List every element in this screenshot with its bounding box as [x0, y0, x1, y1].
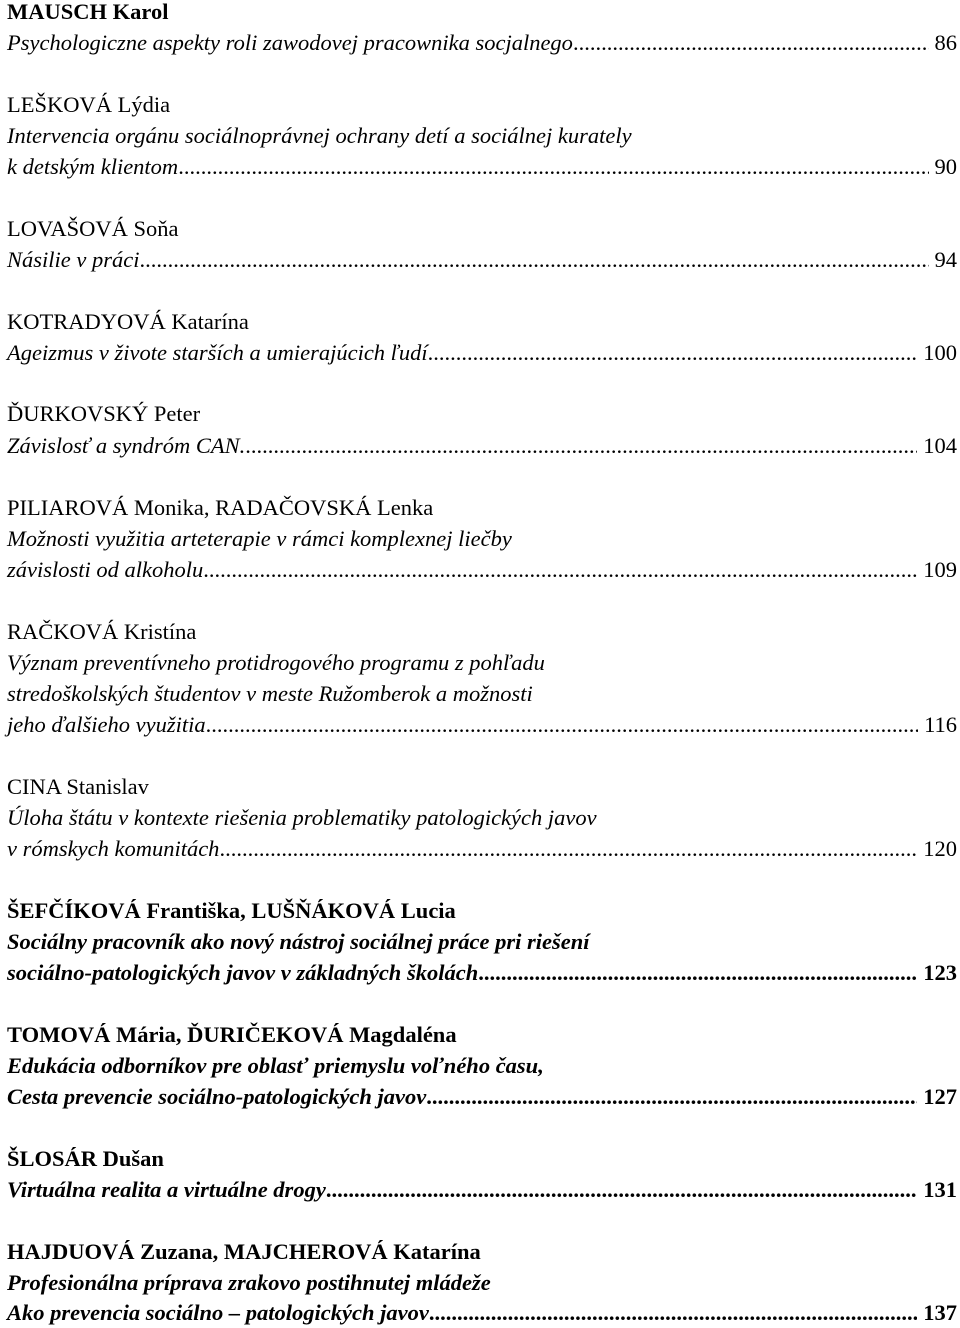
toc-entry-line[interactable]	[7, 151, 957, 182]
toc-leader-dots	[426, 1081, 917, 1112]
toc-page-number: 104	[923, 433, 957, 458]
toc-title: Virtuálna realita a virtuálne drogy	[7, 1177, 326, 1202]
toc-page-number: 137	[923, 1300, 957, 1325]
toc-entry-line[interactable]	[7, 1081, 957, 1112]
toc-title: Závislosť a syndróm CAN.	[7, 433, 246, 458]
toc-entry-line[interactable]	[7, 1297, 957, 1328]
toc-page-number: 120	[923, 836, 957, 861]
toc-title: Profesionálna príprava zrakovo postihnutej mládeže	[7, 1270, 491, 1295]
toc-title: Cesta prevencie sociálno-patologických javov	[7, 1084, 427, 1109]
toc-entry-line[interactable]	[7, 430, 957, 461]
toc-page-number: 100	[923, 340, 957, 365]
toc-leader-dots	[326, 1174, 917, 1205]
toc-leader-dots	[203, 554, 917, 585]
toc-page-number: 123	[923, 960, 957, 985]
toc-entry-line[interactable]	[7, 244, 957, 275]
toc-author: TOMOVÁ Mária, ĎURIČEKOVÁ Magdaléna	[7, 1022, 457, 1047]
toc-entry-line[interactable]	[7, 833, 957, 864]
toc-author: MAUSCH Karol	[7, 0, 169, 24]
toc-author: HAJDUOVÁ Zuzana, MAJCHEROVÁ Katarína	[7, 1239, 481, 1264]
toc-page-number: 109	[923, 557, 957, 582]
toc-leader-dots	[573, 27, 929, 58]
toc-title: Možnosti využitia arteterapie v rámci komplexnej liečby	[7, 526, 512, 551]
toc-author: KOTRADYOVÁ Katarína	[7, 309, 249, 334]
toc-entry-line[interactable]	[7, 957, 957, 988]
toc-leader-dots	[206, 709, 918, 740]
toc-entry-line[interactable]	[7, 337, 957, 368]
toc-page-number: 127	[923, 1084, 957, 1109]
toc-leader-dots	[219, 833, 917, 864]
toc-page-number: 131	[923, 1177, 957, 1202]
toc-title: v rómskych komunitách	[7, 836, 220, 861]
toc-leader-dots	[428, 337, 918, 368]
toc-author: PILIAROVÁ Monika, RADAČOVSKÁ Lenka	[7, 495, 434, 520]
toc-title: Edukácia odborníkov pre oblasť priemyslu voľného času,	[7, 1053, 544, 1078]
toc-entry-line[interactable]	[7, 1174, 957, 1205]
toc-author: LOVAŠOVÁ Soňa	[7, 216, 179, 241]
toc-title: závislosti od alkoholu	[7, 557, 204, 582]
toc-title: k detským klientom	[7, 154, 179, 179]
toc-leader-dots	[178, 151, 928, 182]
toc-author: ŠLOSÁR Dušan	[7, 1146, 164, 1171]
toc-entry-line[interactable]	[7, 27, 957, 58]
toc-title: Psychologiczne aspekty roli zawodovej pracownika socjalnego	[7, 30, 573, 55]
toc-page-number: 94	[934, 247, 957, 272]
toc-title: Sociálny pracovník ako nový nástroj sociálnej práce pri riešení	[7, 929, 590, 954]
toc-author: RAČKOVÁ Kristína	[7, 619, 197, 644]
toc-entry-line[interactable]	[7, 709, 957, 740]
toc-page-number: 86	[934, 30, 957, 55]
toc-leader-dots	[245, 430, 917, 461]
toc-author: ĎURKOVSKÝ Peter	[7, 401, 201, 426]
toc-title: sociálno-patologických javov v základných školách	[7, 960, 479, 985]
toc-title: Ageizmus v živote starších a umierajúcich ľudí	[7, 340, 428, 365]
toc-title: Ako prevencia sociálno – patologických javov	[7, 1300, 429, 1325]
toc-author: LEŠKOVÁ Lýdia	[7, 92, 171, 117]
toc-author: ŠEFČÍKOVÁ Františka, LUŠŇÁKOVÁ Lucia	[7, 898, 456, 923]
toc-author: CINA Stanislav	[7, 774, 149, 799]
toc-title: Úloha štátu v kontexte riešenia problematiky patologických javov	[7, 805, 597, 830]
toc-title: Význam preventívneho protidrogového programu z pohľadu	[7, 650, 545, 675]
toc-title: Násilie v práci	[7, 247, 140, 272]
toc-page-number: 90	[934, 154, 957, 179]
toc-entry-line[interactable]	[7, 554, 957, 585]
toc-leader-dots	[478, 957, 917, 988]
toc-leader-dots	[139, 244, 928, 275]
toc-page-number: 116	[924, 712, 957, 737]
toc-title: Intervencia orgánu sociálnoprávnej ochrany detí a sociálnej kurately	[7, 123, 632, 148]
toc-leader-dots	[429, 1297, 917, 1328]
toc-title: jeho ďalšieho využitia	[7, 712, 206, 737]
toc-title: stredoškolských študentov v meste Ružomberok a možnosti	[7, 681, 533, 706]
